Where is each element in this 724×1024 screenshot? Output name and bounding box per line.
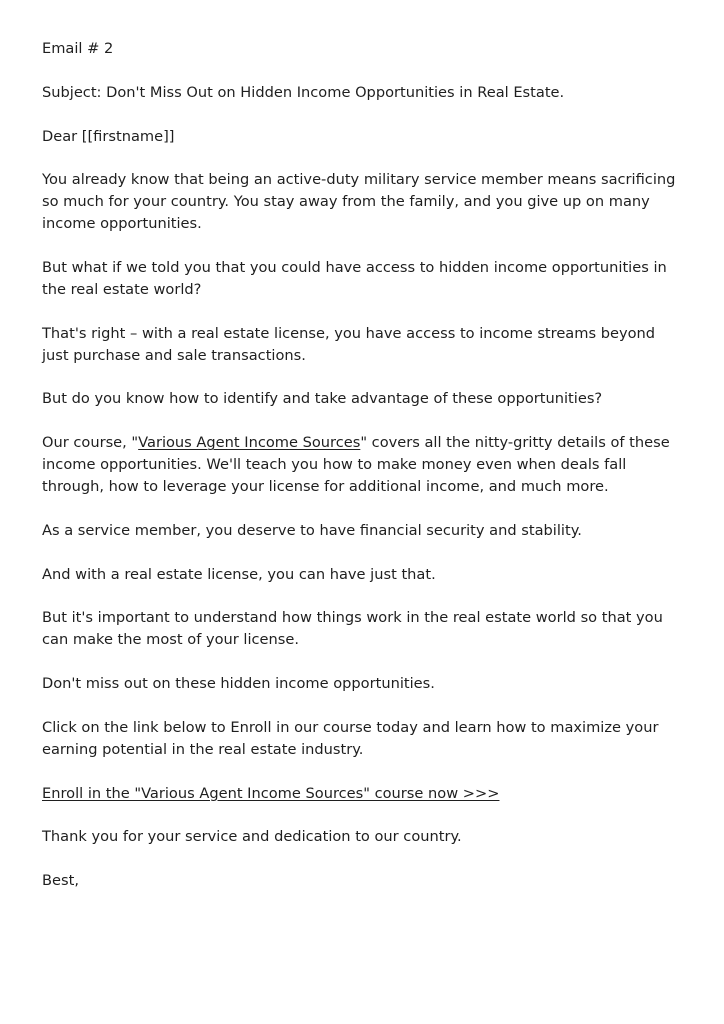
paragraph-dont-miss: Don't miss out on these hidden income opportunities. <box>42 675 435 693</box>
email-subject-line: Subject: Don't Miss Out on Hidden Income Opportunities in Real Estate. <box>42 83 565 101</box>
course-text-before: Our course, " <box>42 434 139 452</box>
paragraph-license-streams: That's right – with a real estate license, you have access to income streams beyond just purchase and sale transactions. <box>42 324 656 364</box>
course-name-link[interactable]: Various Agent Income Sources <box>138 434 361 452</box>
paragraph-understand: But it's important to understand how things work in the real estate world so that you can make the most of your license. <box>42 609 663 649</box>
email-signoff: Best, <box>42 872 79 890</box>
paragraph-thanks: Thank you for your service and dedication to our country. <box>42 828 462 846</box>
paragraph-identify: But do you know how to identify and take advantage of these opportunities? <box>42 390 603 408</box>
email-document <box>42 38 682 914</box>
email-greeting: Dear [[firstname]] <box>42 127 175 145</box>
course-text-after: " covers all the nitty-gritty details of these income opportunities. We'll teach you how to make money even when deals fall through, how to leverage your license for additional income, and much more. <box>42 434 670 496</box>
enroll-course-link[interactable]: Enroll in the "Various Agent Income Sources" course now >>> <box>42 784 500 802</box>
paragraph-course <box>42 432 682 498</box>
paragraph-question: But what if we told you that you could have access to hidden income opportunities in the real estate world? <box>42 259 667 298</box>
paragraph-just-that: And with a real estate license, you can have just that. <box>42 565 436 583</box>
paragraph-intro: You already know that being an active-duty military service member means sacrificing so much for your country. You stay away from the family, and you give up on many income opportunities. <box>42 171 676 233</box>
enroll-cta-paragraph <box>42 783 682 805</box>
paragraph-click-below: Click on the link below to Enroll in our course today and learn how to maximize your earning potential in the real estate industry. <box>42 718 659 758</box>
paragraph-security: As a service member, you deserve to have financial security and stability. <box>42 521 582 539</box>
email-number-heading: Email # 2 <box>42 40 114 57</box>
